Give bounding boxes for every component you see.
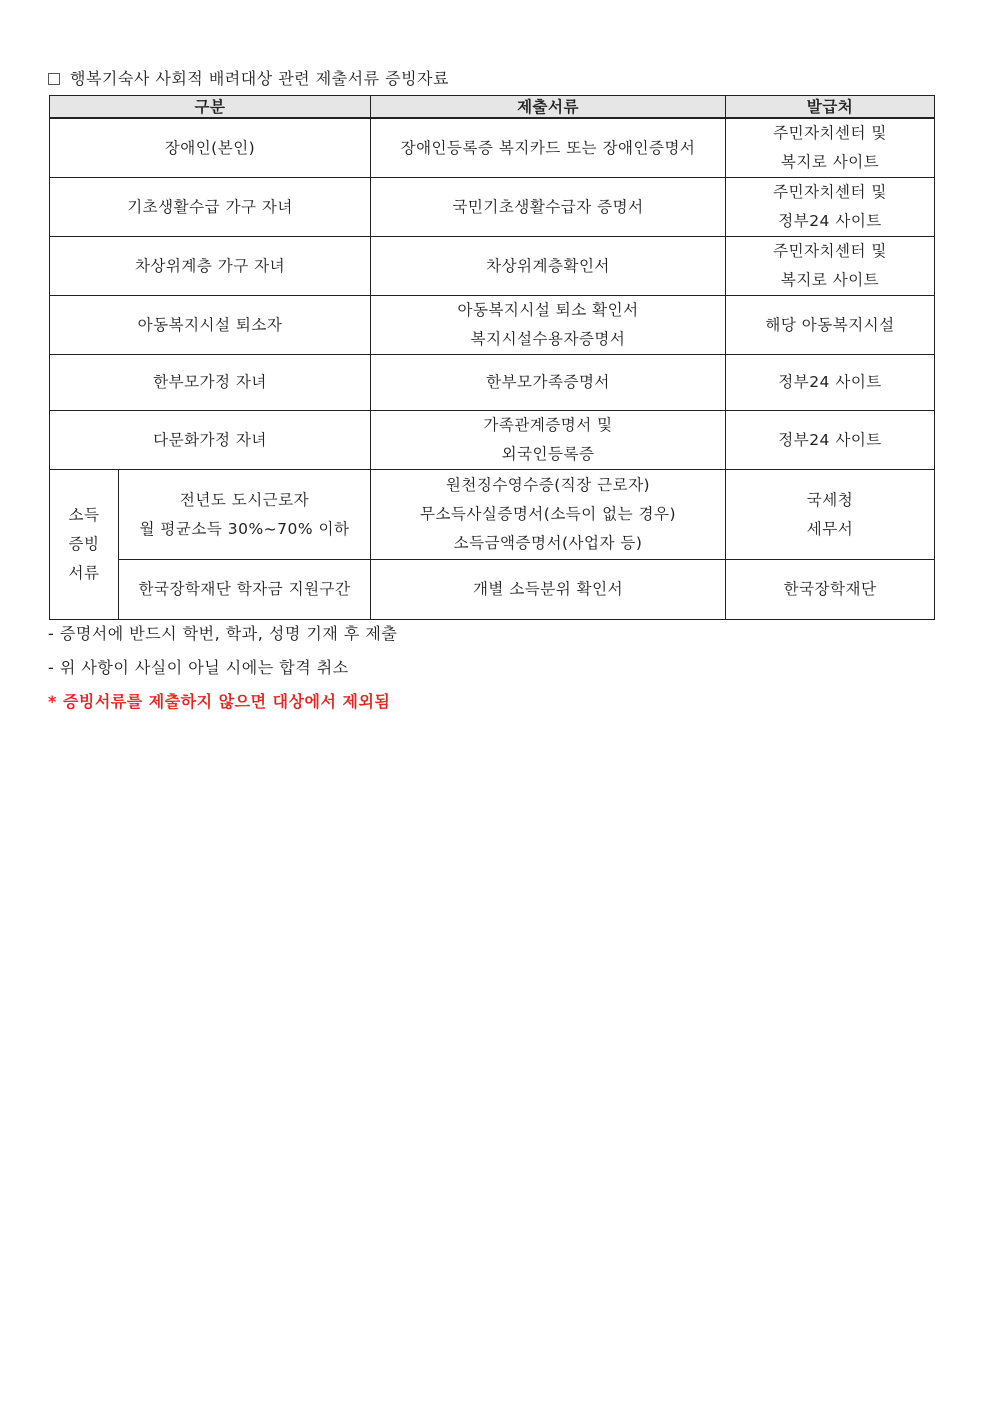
document-heading [48, 68, 449, 90]
issuer-cell: 주민자치센터 및 복지로 사이트 [726, 237, 935, 296]
documents-table [49, 95, 935, 620]
notes-section [48, 620, 397, 722]
header-category: 구분 [50, 96, 371, 119]
category-cell: 다문화가정 자녀 [50, 411, 371, 470]
documents-cell: 차상위계층확인서 [371, 237, 726, 296]
issuer-cell: 해당 아동복지시설 [726, 296, 935, 355]
documents-cell: 장애인등록증 복지카드 또는 장애인증명서 [371, 118, 726, 178]
table-row [50, 560, 935, 620]
category-cell: 한국장학재단 학자금 지원구간 [119, 560, 371, 620]
table-row [50, 237, 935, 296]
issuer-cell: 정부24 사이트 [726, 355, 935, 411]
documents-cell: 개별 소득분위 확인서 [371, 560, 726, 620]
issuer-cell: 정부24 사이트 [726, 411, 935, 470]
heading-text: 행복기숙사 사회적 배려대상 관련 제출서류 증빙자료 [70, 69, 449, 88]
table-row [50, 355, 935, 411]
category-cell: 차상위계층 가구 자녀 [50, 237, 371, 296]
category-cell: 장애인(본인) [50, 118, 371, 178]
header-documents: 제출서류 [371, 96, 726, 119]
checkbox-icon [48, 73, 60, 85]
issuer-cell: 국세청 세무서 [726, 470, 935, 560]
documents-cell: 아동복지시설 퇴소 확인서 복지시설수용자증명서 [371, 296, 726, 355]
documents-cell: 국민기초생활수급자 증명서 [371, 178, 726, 237]
header-issuer: 발급처 [726, 96, 935, 119]
documents-cell: 가족관계증명서 및 외국인등록증 [371, 411, 726, 470]
table-row [50, 470, 935, 560]
note-item: - 증명서에 반드시 학번, 학과, 성명 기재 후 제출 [48, 624, 398, 643]
table-header-row [50, 96, 935, 119]
documents-cell: 한부모가족증명서 [371, 355, 726, 411]
issuer-cell: 한국장학재단 [726, 560, 935, 620]
category-cell: 아동복지시설 퇴소자 [50, 296, 371, 355]
note-item: - 위 사항이 사실이 아닐 시에는 합격 취소 [48, 658, 349, 677]
table-row [50, 411, 935, 470]
issuer-cell: 주민자치센터 및 복지로 사이트 [726, 118, 935, 178]
warning-note: * 증빙서류를 제출하지 않으면 대상에서 제외됨 [48, 692, 391, 711]
table-row [50, 178, 935, 237]
category-cell: 한부모가정 자녀 [50, 355, 371, 411]
income-group-label: 소득 증빙 서류 [50, 470, 119, 620]
table-row [50, 296, 935, 355]
table-row [50, 118, 935, 178]
category-cell: 전년도 도시근로자 월 평균소득 30%~70% 이하 [119, 470, 371, 560]
category-cell: 기초생활수급 가구 자녀 [50, 178, 371, 237]
documents-cell: 원천징수영수증(직장 근로자) 무소득사실증명서(소득이 없는 경우) 소득금액증명서(사업자 등) [371, 470, 726, 560]
issuer-cell: 주민자치센터 및 정부24 사이트 [726, 178, 935, 237]
